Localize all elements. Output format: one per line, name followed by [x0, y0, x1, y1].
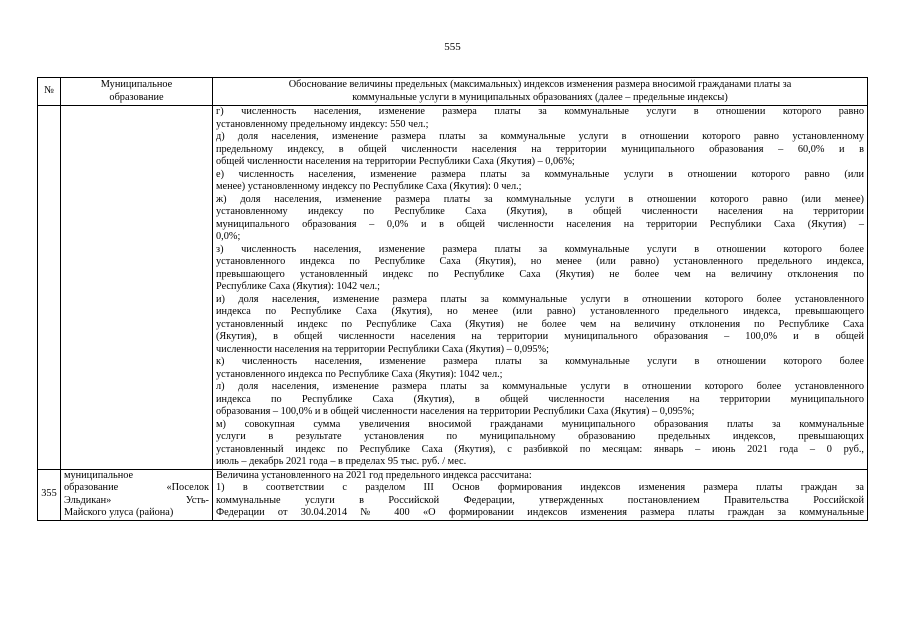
table-row-continued [38, 106, 868, 470]
row-number: 355 [38, 469, 61, 520]
table-row-355 [38, 469, 868, 520]
row-number-empty [38, 106, 61, 470]
header-municipality: Муниципальное образование [61, 78, 213, 106]
header-basis: Обоснование величины предельных (максимальных) индексов изменения размера вносимой гражданами платы за коммунальные услуги в муниципальных образованиях (далее – предельные индексы) [213, 78, 868, 106]
row-basis-text: Величина установленного на 2021 год предельного индекса рассчитана: 1) в соответствии с разделом III Основ формирования индексов изменения размера платы граждан за коммунальные услуги в Российской Федерации, утвержденных постановлением Правительства Российской Федерации от 30.04.2014 № 400 «О формировании индексов изменения размера платы граждан за коммунальные [213, 469, 868, 520]
row-municipality: муниципальное образование «Поселок Эльдикан» Усть- Майского улуса (района) [61, 469, 213, 520]
header-number: № [38, 78, 61, 106]
row-municipality-empty [61, 106, 213, 470]
indices-table [37, 77, 868, 521]
row-basis-text: г) численность населения, изменение размера платы за коммунальные услуги в отношении которого равно установленному предельному индексу: 550 чел.; д) доля населения, изменение размера платы за коммунальные услуги в отношении которого равно установленному предельному индексу, в общей численности населения на территории муниципального образования – 60,0% и в общей численности населения на территории Республики Саха (Якутия) – 0,06%; е) численность населения, изменение размера платы за коммунальные услуги в отношении которого равно (или менее) установленному индексу по Республике Саха (Якутия): 0 чел.; ж) доля населения, изменение размера платы за коммунальные услуги в отношении которого равно (или менее) установленному индексу по Республике Саха (Якутия), в общей численности населения на территории муниципального образования – 0,0% и в общей численности населения на территории Республики Саха (Якутия) – 0,0%; з) численность населения, изменение размера платы за коммунальные услуги в отношении которого более установленного индекса по Республике Саха (Якутия), но менее (или равно) установленного предельного индекса, превышающего установленный индекс по Республике Саха (Якутия) не более чем на величину отклонения по Республике Саха (Якутия): 1042 чел.; и) доля населения, изменение размера платы за коммунальные услуги в отношении которого более установленного индекса по Республике Саха (Якутия), но менее (или равно) установленного предельного индекса, превышающего установленный индекс по Республике Саха (Якутия) не более чем на величину отклонения по Республике Саха (Якутия), в общей численности населения на территории муниципального образования – 100,0% и в общей численности населения на территории Республики Саха (Якутия) – 0,095%; к) численность населения, изменение размера платы за коммунальные услуги в отношении которого более установленного индекса по Республике Саха (Якутия): 1042 чел.; л) доля населения, изменение размера платы за коммунальные услуги в отношении которого более установленного индекса по Республике Саха (Якутия), в общей численности населения на территории муниципального образования – 100,0% и в общей численности населения на территории Республики Саха (Якутия) – 0,095%; м) совокупная сумма увеличения вносимой гражданами муниципального образования платы за коммунальные услуги в результате установления по муниципальному образованию предельных индексов, превышающих установленный индекс по Республике Саха (Якутия), с разбивкой по месяцам: январь – июнь 2021 года – 0 руб., июль – декабрь 2021 года – в пределах 95 тыс. руб. / мес. [213, 106, 868, 470]
page-number: 555 [444, 41, 461, 53]
table-header-row [38, 78, 868, 106]
